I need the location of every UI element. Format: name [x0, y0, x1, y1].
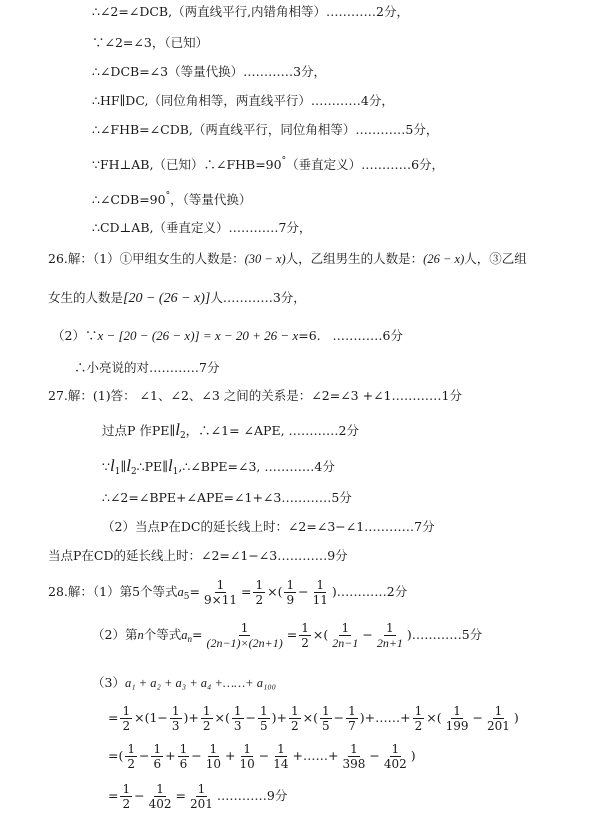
fraction: $\frac{1}{402}$	[383, 742, 407, 771]
fraction: $\frac{1}{10}$	[205, 742, 222, 771]
q25-line-6: ∵FH⊥AB,（已知）∴∠FHB=90°（垂直定义）…………6分，	[92, 156, 445, 172]
q26-line-4: ∴小亮说的对…………7分	[74, 360, 220, 375]
fraction: $\frac{1}{2}$	[291, 704, 299, 733]
q25-line-7: ∴∠CDB=90°，（等量代换）	[92, 191, 252, 207]
fraction: $\frac{1}{398}$	[342, 742, 366, 771]
q25-line-1: ∴∠2=∠DCB,（两直线平行,内错角相等）…………2分，	[92, 4, 409, 19]
fraction: $\frac{1}{3}$	[233, 704, 242, 733]
q26-line-1: 26.解：（1）①甲组女生的人数是：(30 − x)人，乙组男生的人数是：(26 − x)人，③乙组	[48, 251, 527, 266]
q27-line-2: 过点P 作$PE\parallel l_2$，∴∠1= ∠APE, …………2分	[102, 420, 359, 441]
q25-line-8: ∴CD⊥AB,（垂直定义）…………7分，	[92, 220, 312, 235]
fraction: $\frac{1}{2n+1}$	[376, 621, 403, 650]
q27-line-3: $\because l_1\parallel l_2\therefore PE\parallel l_1,\therefore\angle BPE=\angle 3$, …………4分	[102, 456, 335, 477]
fraction: $\frac{1}{2}$	[414, 704, 423, 733]
q27-line-5: （2）当点P在DC的延长线上时：∠2=∠3−∠1…………7分	[102, 519, 435, 534]
q28-line-3: （3）a₁ + a₂ + a₃ + a₄ +……+ a₁₀₀	[92, 675, 277, 690]
fraction: $\frac{1}{(2n-1)\times(2n+1)}$	[206, 621, 283, 650]
fraction: $\frac{1}{2}$	[255, 578, 264, 607]
q28-line-6: = $\frac{1}{2}$ − $\frac{1}{402}$ = $\frac{1}{201}$ …………9分	[108, 782, 288, 811]
q25-line-4: ∴HF∥DC,（同位角相等，两直线平行）…………4分，	[92, 93, 394, 108]
fraction: $\frac{1}{2}$	[122, 782, 131, 811]
fraction: $\frac{1}{2}$	[202, 704, 211, 733]
fraction: $\frac{1}{2}$	[301, 621, 309, 650]
fraction: $\frac{1}{2n-1}$	[332, 621, 359, 650]
fraction: $\frac{1}{3}$	[171, 704, 180, 733]
fraction: $\frac{1}{201}$	[487, 704, 510, 733]
q25-line-3: ∴∠DCB=∠3（等量代换）…………3分，	[92, 64, 327, 79]
fraction: $\frac{1}{2}$	[122, 704, 131, 733]
q28-line-4: = $\frac{1}{2}$ ×(1− $\frac{1}{3}$ )+ $\frac{1}{2}$ ×( $\frac{1}{3}$ − $\frac{1}{5}$ )+ $\frac{1}{2}$ ×( $\frac{1}{5}$ − $\frac{1}{7}$ )+……+ $\frac{1}{2}$ ×( $\frac{1}{199}$ − $\frac{1}{201}$ )	[108, 704, 519, 733]
fraction: $\frac{1}{11}$	[312, 578, 328, 607]
fraction: $\frac{1}{201}$	[190, 782, 213, 811]
fraction: $\frac{1}{6}$	[179, 742, 188, 771]
fraction: $\frac{1}{9\times 11}$	[204, 578, 237, 607]
fraction: $\frac{1}{10}$	[239, 742, 255, 771]
q25-line-2: ∵∠2=∠3，（已知）	[92, 35, 209, 50]
fraction: $\frac{1}{5}$	[322, 704, 330, 733]
q28-line-1: 28.解：（1）第5个等式$a_5=$ $\frac{1}{9\times 11}$ = $\frac{1}{2}$ ×( $\frac{1}{9}$ − $\frac{1}{11}$ )…………2分	[48, 578, 408, 607]
fraction: $\frac{1}{402}$	[148, 782, 172, 811]
q25-line-5: ∴∠FHB=∠CDB,（两直线平行，同位角相等）…………5分，	[92, 122, 439, 137]
q27-line-6: 当点P在CD的延长线上时：∠2=∠1−∠3…………9分	[48, 548, 348, 563]
q27-line-1: 27.解：(1)答： ∠1、∠2、∠3 之间的关系是：∠2=∠3 +∠1…………1分	[48, 388, 462, 403]
q27-line-4: ∴∠2=∠BPE+∠APE=∠1+∠3…………5分	[102, 490, 352, 505]
q26-line-3: （2）∵x − [20 − (26 − x)] = x − 20 + 26 − x=6. …………6分	[52, 328, 403, 343]
q28-line-2: （2）第n个等式$a_n=$ $\frac{1}{(2n-1)\times(2n+1)}$ = $\frac{1}{2}$ ×( $\frac{1}{2n-1}$ − $\frac{1}{2n+1}$ )…………5分	[92, 621, 483, 650]
fraction: $\frac{1}{5}$	[260, 704, 268, 733]
fraction: $\frac{1}{9}$	[286, 578, 295, 607]
fraction: $\frac{1}{14}$	[273, 742, 289, 771]
q26-line-2: 女生的人数是[20 − (26 − x)]人…………3分，	[48, 290, 306, 306]
fraction: $\frac{1}{6}$	[153, 742, 162, 771]
q28-line-5: =( $\frac{1}{2}$ − $\frac{1}{6}$ + $\frac{1}{6}$ − $\frac{1}{10}$ + $\frac{1}{10}$ − $\frac{1}{14}$ +……+ $\frac{1}{398}$ − $\frac{1}{402}$ )	[108, 742, 416, 771]
fraction: $\frac{1}{199}$	[445, 704, 469, 733]
fraction: $\frac{1}{2}$	[127, 742, 135, 771]
fraction: $\frac{1}{7}$	[348, 704, 356, 733]
